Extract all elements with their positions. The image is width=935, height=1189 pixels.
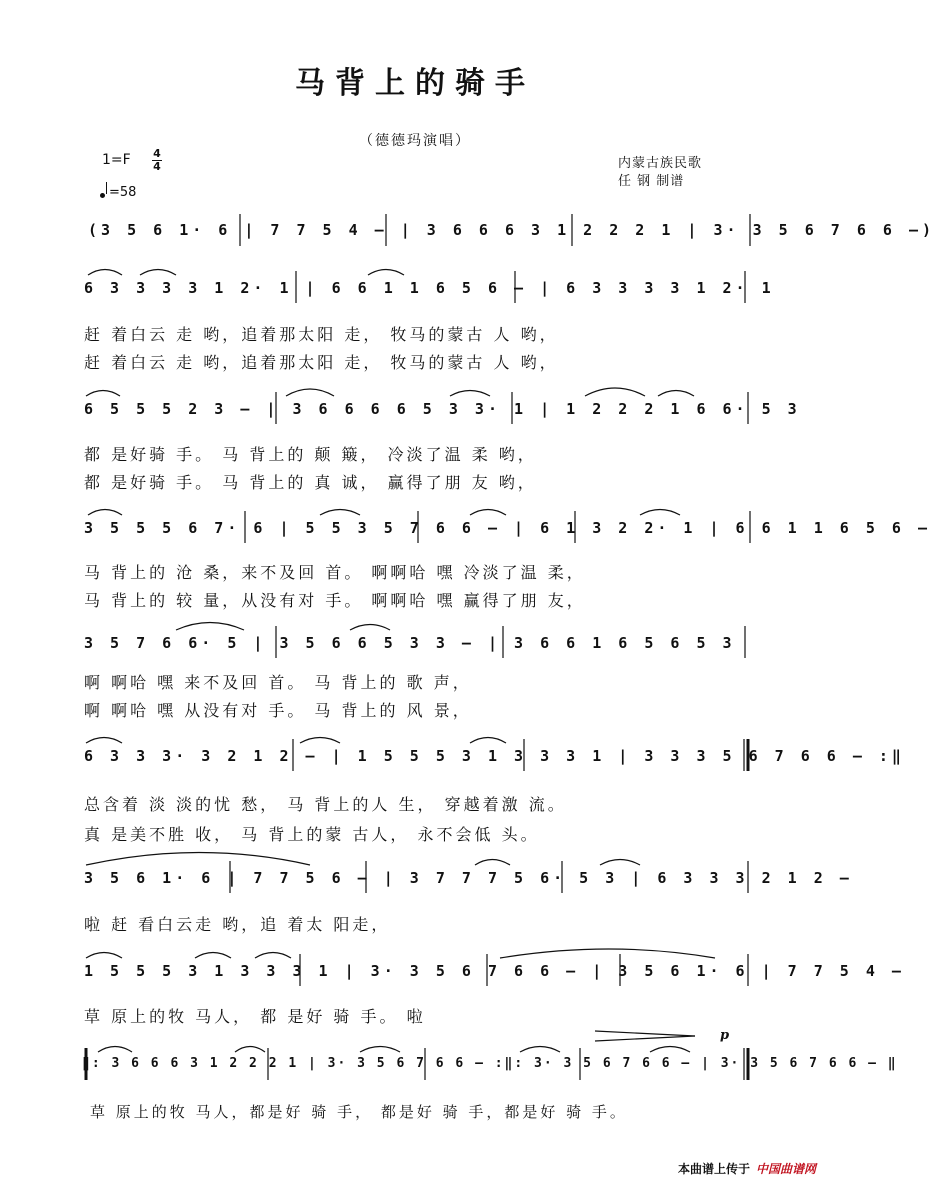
system-3-notes: 6 5 5 5 2 3 – | 3 6 6 6 6 5 3 3· 1 | 1 2 2 2 1 6 6· 5 3 [84, 400, 801, 418]
system-2-notes: 6 3 3 3 3 1 2· 1 | 6 6 1 1 6 5 6 – | 6 3 3 3 3 1 2· 1 [84, 279, 775, 297]
system-5-notes: 3 5 7 6 6· 5 | 3 5 6 6 5 3 3 – | 3 6 6 1 6 5 6 5 3 [84, 634, 736, 652]
system-4-lyric-1: 马 背上的 沧 桑，来不及回 首。 啊啊哈 嘿 冷淡了温 柔， [84, 563, 586, 582]
system-1-notes: (3 5 6 1· 6 | 7 7 5 4 – | 3 6 6 6 3 1 2 2 2 1 | 3· 3 5 6 7 6 6 –) [88, 221, 935, 239]
performer-subtitle: （德德玛演唱） [359, 133, 471, 149]
system-5-lyric-1: 啊 啊哈 嘿 来不及回 首。 马 背上的 歌 声， [84, 673, 472, 692]
system-7-lyric-1: 啦 赶 看白云走 哟，追 着太 阳走， [84, 915, 391, 934]
footer-credit [678, 1160, 816, 1177]
system-4-lyric-2: 马 背上的 较 量，从没有对 手。 啊啊哈 嘿 赢得了朋 友， [84, 591, 586, 610]
system-6-notes: 6 3 3 3· 3 2 1 2 – | 1 5 5 5 3 1 3 3 3 1 | 3 3 3 5 6 7 6 6 – :‖ [84, 747, 905, 765]
site-logo[interactable]: 中国曲谱网 [755, 1162, 816, 1176]
footer-text: 本曲谱上传于 [677, 1162, 750, 1176]
system-7-notes: 3 5 6 1· 6 | 7 7 5 6 – | 3 7 7 7 5 6· 5 3 | 6 3 3 3 2 1 2 – [84, 869, 853, 887]
system-3-lyric-2: 都 是好骑 手。 马 背上的 真 诚， 赢得了朋 友 哟， [84, 473, 537, 492]
time-denominator: 4 [153, 160, 161, 173]
time-numerator: 4 [153, 147, 161, 160]
system-2-lyric-1: 赶 着白云 走 哟，追着那太阳 走， 牧马的蒙古 人 哟， [84, 325, 559, 344]
system-8-notes: 1 5 5 5 3 1 3 3 3 1 | 3· 3 5 6 7 6 6 – | 3 5 6 1· 6 | 7 7 5 4 – [84, 962, 905, 980]
origin-credit: 内蒙古族民歌 [618, 156, 703, 171]
system-8-lyric-1: 草 原上的牧 马人， 都 是好 骑 手。 啦 [84, 1007, 426, 1026]
system-4-notes: 3 5 5 5 6 7· 6 | 5 5 3 5 7 6 6 – | 6 1 3 2 2· 1 | 6 6 1 1 6 5 6 – [84, 519, 931, 537]
tempo-value: =58 [109, 185, 137, 200]
system-5-lyric-2: 啊 啊哈 嘿 从没有对 手。 马 背上的 风 景， [84, 701, 472, 720]
page-title: 马背上的骑手 [295, 66, 535, 101]
system-6-lyric-2: 真 是美不胜 收， 马 背上的蒙 古人， 永不会低 头。 [84, 825, 540, 844]
system-9-lyric-1: 草 原上的牧 马人，都是好 骑 手， 都是好 骑 手，都是好 骑 手。 [90, 1103, 628, 1121]
key-signature: 1=F [102, 152, 131, 168]
system-2-lyric-2: 赶 着白云 走 哟，追着那太阳 走， 牧马的蒙古 人 哟， [84, 353, 559, 372]
system-9-notes: ‖: 3 6 6 6 3 1 2 2 2 1 | 3· 3 5 6 7 6 6 – :‖: 3· 3 5 6 7 6 6 – | 3· 3 5 6 7 6 6 – ‖ [82, 1056, 898, 1071]
system-3-lyric-1: 都 是好骑 手。 马 背上的 颠 簸， 冷淡了温 柔 哟， [84, 445, 537, 464]
arranger-credit: 任 钢 制谱 [618, 174, 685, 189]
dynamic-marking: p [720, 1028, 730, 1043]
system-6-lyric-1: 总含着 淡 淡的忧 愁， 马 背上的人 生， 穿越着激 流。 [84, 795, 567, 814]
